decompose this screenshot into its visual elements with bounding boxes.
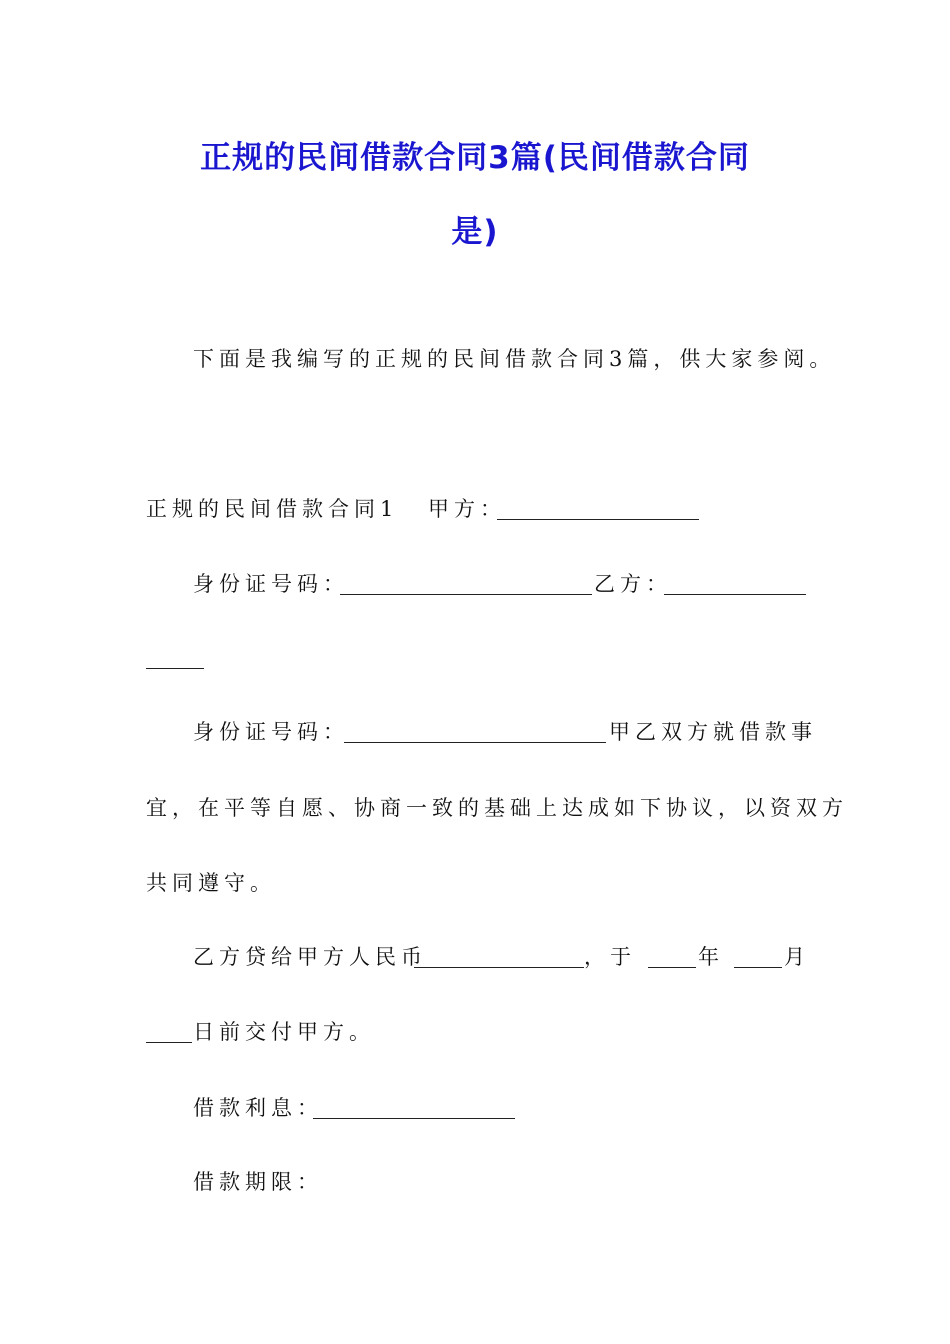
- loan-deliver-text: 日前交付甲方。: [193, 1020, 375, 1044]
- id-a-blank: [340, 593, 592, 595]
- id-b-blank: [344, 741, 606, 743]
- loan-year-blank: [648, 966, 696, 968]
- loan-month-text: 月: [784, 945, 810, 969]
- loan-month-blank: [734, 966, 782, 968]
- term-label: 借款期限：: [193, 1170, 323, 1194]
- agreement-text-3: 共同遵守。: [146, 871, 276, 895]
- document-title-line2: 是): [451, 214, 499, 250]
- loan-amount-label: 乙方贷给甲方人民币: [193, 945, 427, 969]
- document-title-line1: 正规的民间借款合同3篇(民间借款合同: [200, 140, 750, 176]
- id-label-b: 身份证号码：: [193, 720, 349, 744]
- loan-year-text: 年: [698, 945, 724, 969]
- section-title: 正规的民间借款合同1: [146, 497, 399, 521]
- interest-label: 借款利息：: [193, 1096, 323, 1120]
- party-b-blank: [664, 593, 806, 595]
- loan-on-text: ，于: [584, 945, 636, 969]
- party-b-label: 乙方：: [594, 572, 672, 596]
- loan-day-blank: [146, 1041, 192, 1043]
- interest-blank: [313, 1117, 515, 1119]
- intro-paragraph: 下面是我编写的正规的民间借款合同3篇，供大家参阅。: [193, 347, 836, 371]
- agreement-text-1: 甲乙双方就借款事: [609, 720, 817, 744]
- party-a-blank: [497, 518, 699, 520]
- loan-amount-blank: [414, 966, 584, 968]
- agreement-text-2: 宜，在平等自愿、协商一致的基础上达成如下协议，以资双方: [146, 796, 848, 820]
- party-b-blank-continued: [146, 667, 204, 669]
- id-label-a: 身份证号码：: [193, 572, 349, 596]
- party-a-label: 甲方：: [428, 497, 506, 521]
